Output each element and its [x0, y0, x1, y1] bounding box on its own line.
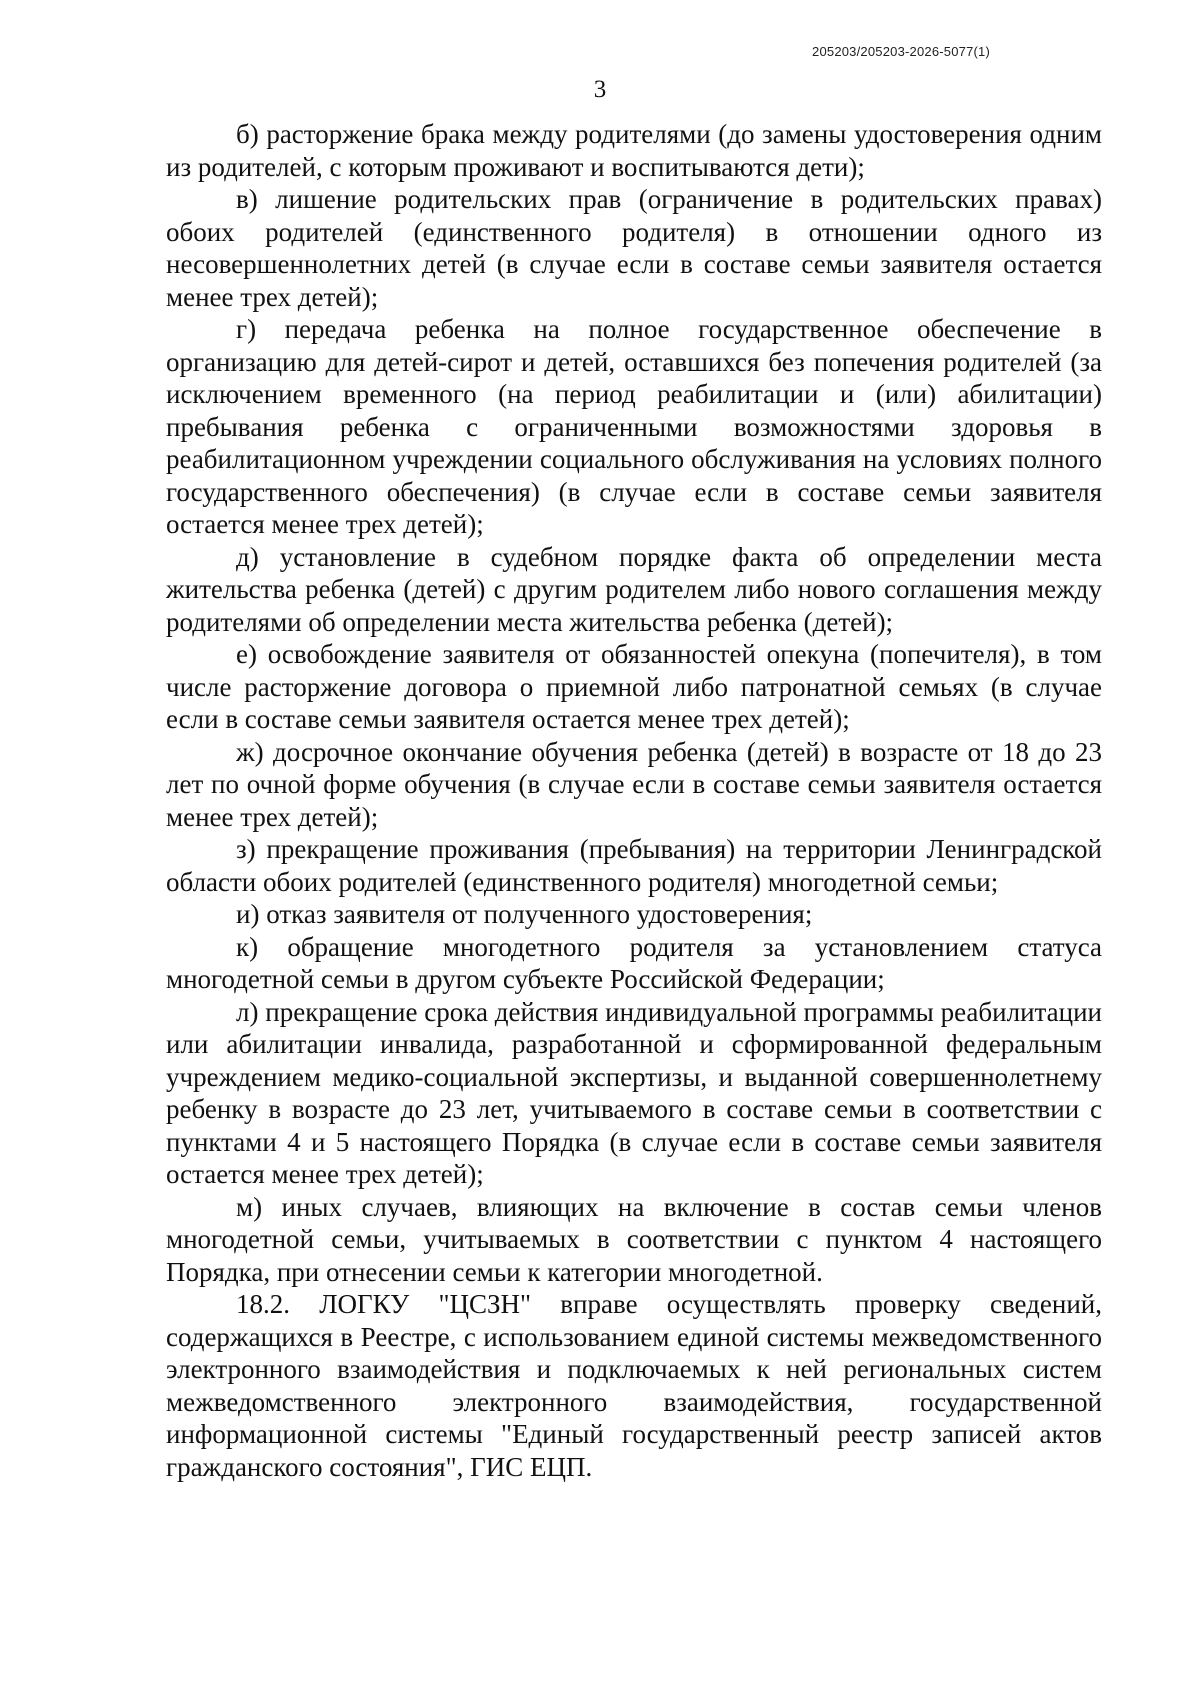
- paragraph-z: з) прекращение проживания (пребывания) на территории Ленинградской области обоих родителей (единственного родителя) многодетной семьи;: [166, 834, 1102, 897]
- paragraph-e: е) освобождение заявителя от обязанностей опекуна (попечителя), в том числе расторжение договора о приемной либо патронатной семьях (в случае если в составе семьи заявителя остается менее трех детей);: [166, 639, 1102, 734]
- paragraph-l: л) прекращение срока действия индивидуальной программы реабилитации или абилитации инвалида, разработанной и сформированной федеральным учреждением медико-социальной экспертизы, и выданной совершеннолетнему ребенку в возрасте до 23 лет, учитываемого в составе семьи в соответствии с пунктами 4 и 5 настоящего Порядка (в случае если в составе семьи заявителя остается менее трех детей);: [166, 996, 1102, 1189]
- paragraph-k: к) обращение многодетного родителя за установлением статуса многодетной семьи в другом субъекте Российской Федерации;: [166, 931, 1102, 994]
- page-number: 3: [593, 76, 607, 103]
- paragraph-v: в) лишение родительских прав (ограничение в родительских правах) обоих родителей (единственного родителя) в отношении одного из несовершеннолетних детей (в случае если в составе семьи заявителя остается менее трех детей);: [166, 184, 1102, 312]
- paragraph-zh: ж) досрочное окончание обучения ребенка (детей) в возрасте от 18 до 23 лет по очной форме обучения (в случае если в составе семьи заявителя остается менее трех детей);: [166, 736, 1102, 832]
- paragraph-18-2: 18.2. ЛОГКУ "ЦСЗН" вправе осуществлять проверку сведений, содержащихся в Реестре, с использованием единой системы межведомственного электронного взаимодействия и подключаемых к ней региональных систем межведомственного электронного взаимодействия, государственной информационной системы "Единый государственный реестр записей актов гражданского состояния", ГИС ЕЦП.: [166, 1289, 1102, 1482]
- paragraph-i: и) отказ заявителя от полученного удостоверения;: [236, 899, 813, 929]
- document-body: [166, 118, 1102, 1483]
- paragraph-g: г) передача ребенка на полное государственное обеспечение в организацию для детей-сирот и детей, оставшихся без попечения родителей (за исключением временного (на период реабилитации и (или) абилитации) пребывания ребенка с ограниченными возможностями здоровья в реабилитационном учреждении социального обслуживания на условиях полного государственного обеспечения) (в случае если в составе семьи заявителя остается менее трех детей);: [166, 314, 1102, 539]
- document-registration-number: 205203/205203-2026-5077(1): [812, 44, 990, 59]
- paragraph-m: м) иных случаев, влияющих на включение в состав семьи членов многодетной семьи, учитываемых в соответствии с пунктом 4 настоящего Порядка, при отнесении семьи к категории многодетной.: [166, 1191, 1102, 1287]
- paragraph-b: б) расторжение брака между родителями (до замены удостоверения одним из родителей, с которым проживают и воспитываются дети);: [166, 119, 1102, 182]
- paragraph-d: д) установление в судебном порядке факта об определении места жительства ребенка (детей) с другим родителем либо нового соглашения между родителями об определении места жительства ребенка (детей);: [166, 541, 1102, 637]
